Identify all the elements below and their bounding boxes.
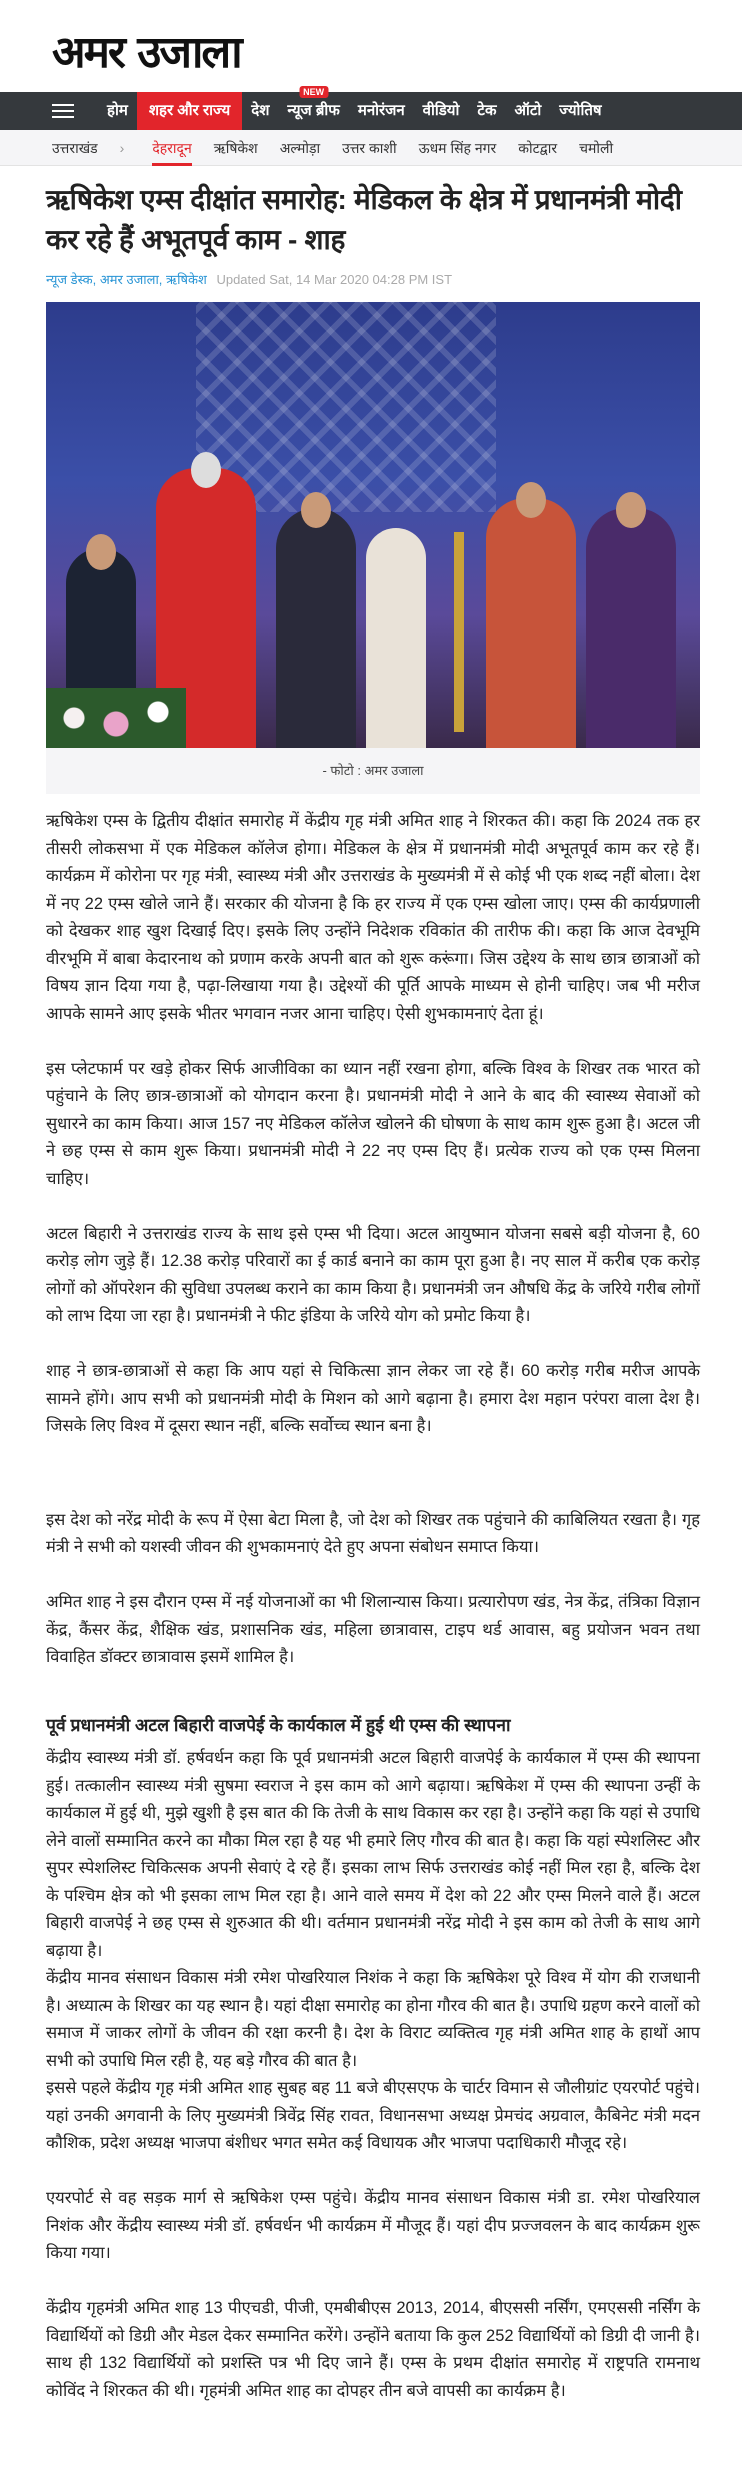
subnav-almora[interactable]: अल्मोड़ा (279, 139, 321, 156)
subnav-uttarkashi[interactable]: उत्तर काशी (342, 139, 397, 156)
city-subnav (0, 130, 742, 166)
photo-caption: - फोटो : अमर उजाला (46, 748, 700, 794)
paragraph: ऋषिकेश एम्स के द्वितीय दीक्षांत समारोह में केंद्रीय गृह मंत्री अमित शाह ने शिरकत की। कहा कि 2024 तक हर तीसरी लोकसभा में एक मेडिकल कॉलेज होगा। मेडिकल के क्षेत्र में प्रधानमंत्री मोदी अभूतपूर्व काम कर रहे हैं। कार्यक्रम में कोरोना पर गृह मंत्री, स्वास्थ्य मंत्री और उत्तराखंड के मुख्यमंत्री में से कोई भी एक शब्द नहीं बोला। देश में नए 22 एम्स खोले जाने हैं। सरकार की योजना है कि हर राज्य में एक एम्स खोला जाए। एम्स की कार्यप्रणाली को देखकर शाह खुश दिखाई दिए। इसके लिए उन्होंने निदेशक रविकांत की तारीफ की। कहा कि आज देवभूमि वीरभूमि में बाबा केदारनाथ को प्रणाम करके अपनी बात को शुरू करूंगा। जिस उद्देश्य के साथ छात्र छात्राओं को विषय ज्ञान दिया गया है, पढ़ा-लिखाया गया है। उद्देश्यों की पूर्ति आपके माध्यम से होनी चाहिए। जब भी मरीज आपके सामने आए इसके भीतर भगवान नजर आना चाहिए। ऐसी शुभकामनाएं देता हूं। (46, 812, 700, 1023)
nav-tech[interactable]: टेक (477, 102, 497, 119)
paragraph: शाह ने छात्र-छात्राओं से कहा कि आप यहां से चिकित्सा ज्ञान लेकर जा रहे हैं। 60 करोड़ गरीब मरीज आपके सामने होंगे। आप सभी को प्रधानमंत्री मोदी के मिशन को आगे बढ़ाना है। हमारा देश महान परंपरा वाला देश है। जिसके लिए विश्व में दूसरा स्थान नहीं, बल्कि सर्वोच्च स्थान बना है। (46, 1362, 700, 1435)
nav-city-state[interactable]: शहर और राज्य (137, 92, 242, 130)
byline (46, 270, 700, 288)
subnav-dehradun[interactable]: देहरादून (152, 130, 191, 166)
nav-auto[interactable]: ऑटो (514, 102, 542, 119)
paragraph: एयरपोर्ट से वह सड़क मार्ग से ऋषिकेश एम्स पहुंचे। केंद्रीय मानव संसाधन विकास मंत्री डा. रमेश पोखरियाल निशंक और केंद्रीय स्वास्थ्य मंत्री डॉ. हर्षवर्धन भी कार्यक्रम में मौजूद हैं। यहां दीप प्रज्जवलन के बाद कार्यक्रम शुरू किया गया। (46, 2189, 700, 2262)
nav-home[interactable]: होम (107, 102, 128, 119)
nav-video[interactable]: वीडियो (422, 102, 460, 119)
article (0, 180, 742, 2405)
person-figure (586, 508, 676, 748)
subnav-udham-singh-nagar[interactable]: ऊधम सिंह नगर (418, 139, 497, 156)
nav-desh[interactable]: देश (251, 102, 270, 119)
updated-time: Updated Sat, 14 Mar 2020 04:28 PM IST (216, 272, 453, 287)
ceremonial-lamp (454, 532, 464, 732)
new-badge: NEW (299, 86, 328, 98)
subnav-kotdwar[interactable]: कोटद्वार (518, 139, 558, 156)
header (0, 0, 742, 92)
main-nav (0, 87, 742, 130)
paragraph: अमित शाह ने इस दौरान एम्स में नई योजनाओं का भी शिलान्यास किया। प्रत्यारोपण खंड, नेत्र केंद्र, तंत्रिका विज्ञान केंद्र, कैंसर केंद्र, शैक्षिक खंड, प्रशासनिक खंड, महिला छात्रावास, टाइप थर्ड आवास, बहु प्रयोजन भवन तथा विवाहित डॉक्टर छात्रावास इसमें शामिल है। (46, 1593, 700, 1666)
article-body (46, 808, 700, 2405)
article-title: ऋषिकेश एम्स दीक्षांत समारोह: मेडिकल के क्षेत्र में प्रधानमंत्री मोदी कर रहे हैं अभूतपूर्व काम - शाह (46, 184, 682, 255)
chevron-right-icon: › (119, 139, 125, 156)
paragraph: इस देश को नरेंद्र मोदी के रूप में ऐसा बेटा मिला है, जो देश को शिखर तक पहुंचाने की काबिलियत रखता है। गृह मंत्री ने सभी को यशस्वी जीवन की शुभकामनाएं देते हुए अपना संबोधन समाप्त किया। (46, 1510, 700, 1556)
person-figure (276, 508, 356, 748)
subnav-chamoli[interactable]: चमोली (579, 139, 614, 156)
nav-news-brief[interactable] (278, 87, 348, 130)
person-head (616, 492, 646, 528)
nav-astrology[interactable]: ज्योतिष (559, 102, 602, 119)
flower-decoration (46, 688, 186, 748)
nav-news-brief-label: न्यूज ब्रीफ (287, 102, 340, 119)
subnav-uttarakhand[interactable]: उत्तराखंड (52, 139, 98, 156)
paragraph: केंद्रीय गृहमंत्री अमित शाह 13 पीएचडी, पीजी, एमबीबीएस 2013, 2014, बीएससी नर्सिंग, एमएससी नर्सिंग के विद्यार्थियों को डिग्री और मेडल देकर सम्मानित करेंगे। उन्होंने बताया कि कुल 252 विद्यार्थियों को डिग्री दी जानी है। साथ ही 132 विद्यार्थियों को प्रशस्ति पत्र भी दिए जाने हैं। एम्स के प्रथम दीक्षांत समारोह में राष्ट्रपति रामनाथ कोविंद ने शिरकत की थी। गृहमंत्री अमित शाह का दोपहर तीन बजे वापसी का कार्यक्रम है। (46, 2299, 700, 2400)
paragraph: इस प्लेटफार्म पर खड़े होकर सिर्फ आजीविका का ध्यान नहीं रखना होगा, बल्कि विश्व के शिखर तक भारत को पहुंचाने के लिए छात्र-छात्राओं को योगदान करना है। प्रधानमंत्री मोदी ने आने के बाद की स्वास्थ्य सेवाओं को सुधारने का काम किया। आज 157 नए मेडिकल कॉलेज खोलने की घोषणा के साथ काम शुरू हुआ है। अटल जी ने छह एम्स से काम शुरू किया। प्रधानमंत्री मोदी ने 22 नए एम्स दिए हैं। प्रत्येक राज्य को एक एम्स मिलना चाहिए। (46, 1059, 700, 1188)
subnav-rishikesh[interactable]: ऋषिकेश (213, 139, 258, 156)
author-link[interactable]: न्यूज डेस्क, अमर उजाला, ऋषिकेश (46, 272, 207, 287)
person-head (516, 482, 546, 518)
paragraph: केंद्रीय मानव संसाधन विकास मंत्री रमेश पोखरियाल निशंक ने कहा कि ऋषिकेश पूरे विश्व में योग की राजधानी है। अध्यात्म के शिखर का यह स्थान है। यहां दीक्षा समारोह का होना गौरव की बात है। उपाधि ग्रहण करने वालों को समाज में जाकर लोगों के जीवन की रक्षा करनी है। देश के विराट व्यक्तित्व गृह मंत्री अमित शाह के हाथों आप सभी को उपाधि मिल रही है, यह बड़े गौरव की बात है। (46, 1969, 700, 2070)
paragraph: इससे पहले केंद्रीय गृह मंत्री अमित शाह सुबह बह 11 बजे बीएसएफ के चार्टर विमान से जौलीग्रांट एयरपोर्ट पहुंचे। यहां उनकी अगवानी के लिए मुख्यमंत्री त्रिवेंद्र सिंह रावत, विधानसभा अध्यक्ष प्रेमचंद अग्रवाल, कैबिनेट मंत्री मदन कौशिक, प्रदेश अध्यक्ष भाजपा बंशीधर भगत समेत कई विधायक और भाजपा पदाधिकारी मौजूद रहे। (46, 2079, 700, 2152)
person-head (86, 534, 116, 570)
paragraph: केंद्रीय स्वास्थ्य मंत्री डॉ. हर्षवर्धन कहा कि पूर्व प्रधानमंत्री अटल बिहारी वाजपेई के कार्यकाल में एम्स की स्थापना हुई। तत्कालीन स्वास्थ्य मंत्री सुषमा स्वराज ने इस काम को आगे बढ़ाया। ऋषिकेश में एम्स की स्थापना उन्हीं के कार्यकाल में हुई थी, मुझे खुशी है इस बात की कि तेजी के साथ विकास कर रहा है। उन्होंने कहा कि यहां से उपाधि लेने वालों सम्मानित करने का मौका मिल रहा है यह भी हमारे लिए गौरव की बात है। कहा कि यहां स्पेशलिस्ट और सुपर स्पेशलिस्ट चिकित्सक अपनी सेवाएं दे रहे हैं। इसका लाभ सिर्फ उत्तराखंड कोई नहीं मिल रहा है, बल्कि देश के पश्चिम क्षेत्र को भी इसका लाभ मिल रहा है। आने वाले समय में देश को 22 और एम्स मिलने वाले हैं। अटल बिहारी वाजपेई ने छह एम्स से शुरुआत की थी। वर्तमान प्रधानमंत्री नरेंद्र मोदी ने इस काम को तेजी के साथ आगे बढ़ाया है। (46, 1749, 700, 1960)
person-head (191, 452, 221, 488)
person-figure (366, 528, 426, 748)
person-figure (486, 498, 576, 748)
paragraph: अटल बिहारी ने उत्तराखंड राज्य के साथ इसे एम्स भी दिया। अटल आयुष्मान योजना सबसे बड़ी योजना है, 60 करोड़ लोग जुड़े हैं। 12.38 करोड़ परिवारों का ई कार्ड बनाने का काम पूरा हुआ है। नए साल में करीब एक करोड़ लोगों को ऑपरेशन की सुविधा उपलब्ध कराने का काम किया है। प्रधानमंत्री जन औषधि केंद्र के जरिये गरीब लोगों को लाभ दिया जा रहा है। प्रधानमंत्री ने फीट इंडिया के जरिये योग को प्रमोट किया है। (46, 1224, 700, 1325)
nav-entertainment[interactable]: मनोरंजन (357, 102, 405, 119)
amar-ujala-logo[interactable]: अमर उजाला (52, 27, 241, 78)
person-head (301, 492, 331, 528)
section-heading: पूर्व प्रधानमंत्री अटल बिहारी वाजपेई के कार्यकाल में हुई थी एम्स की स्थापना (46, 1714, 511, 1735)
hamburger-menu-icon[interactable] (52, 104, 74, 118)
article-photo (46, 302, 700, 748)
